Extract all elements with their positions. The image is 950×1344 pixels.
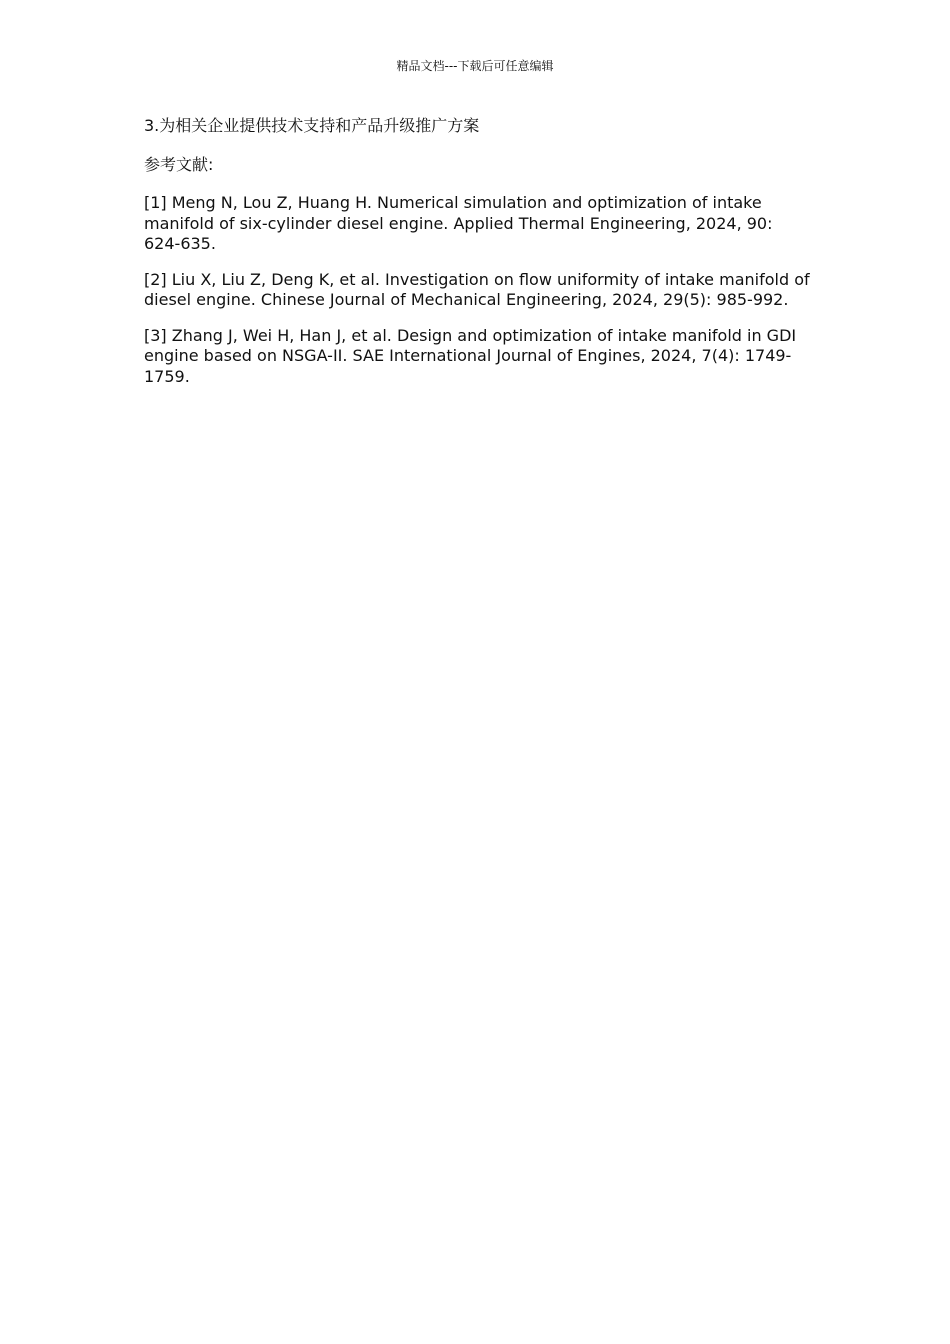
- reference-item-2: [2] Liu X, Liu Z, Deng K, et al. Investigation on flow uniformity of intake manifold of diesel engine. Chinese Journal of Mechanical Engineering, 2024, 29(5): 985-992.: [144, 269, 810, 309]
- item-line: 3.为相关企业提供技术支持和产品升级推广方案: [144, 116, 480, 135]
- reference-item-3: [3] Zhang J, Wei H, Han J, et al. Design and optimization of intake manifold in GDI engine based on NSGA-II. SAE International Journal of Engines, 2024, 7(4): 1749-1759.: [144, 325, 797, 386]
- page-header: 精品文档---下载后可任意编辑: [396, 59, 554, 73]
- document-body: [144, 116, 810, 402]
- reference-item-1: [1] Meng N, Lou Z, Huang H. Numerical simulation and optimization of intake manifold of six-cylinder diesel engine. Applied Thermal Engineering, 2024, 90: 624-635.: [144, 193, 773, 253]
- references-heading: 参考文献:: [144, 154, 214, 174]
